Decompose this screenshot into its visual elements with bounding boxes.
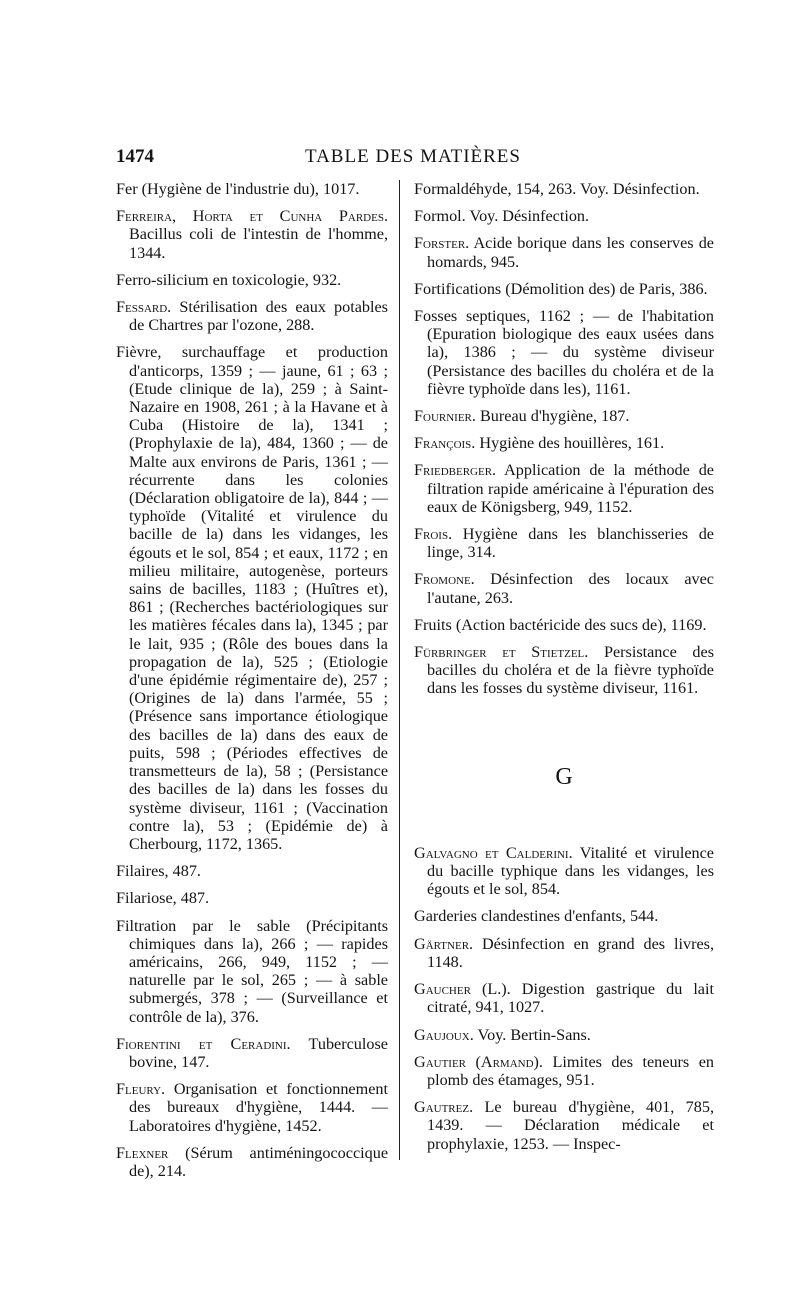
entry-author: Fleury.: [116, 1080, 166, 1099]
entry-author: Fromone.: [414, 570, 475, 589]
g-entries: [414, 844, 714, 1153]
index-entry: [414, 234, 714, 270]
index-entry: [414, 570, 714, 606]
entry-author: Gautrez.: [414, 1098, 474, 1117]
index-entry: [116, 1144, 388, 1180]
entry-text: Filaires, 487.: [116, 862, 201, 881]
index-entry: [116, 1035, 388, 1071]
entry-text: Voy. Bertin-Sans.: [473, 1025, 591, 1044]
index-entry: [414, 844, 714, 899]
entry-author: Flexner: [116, 1143, 169, 1162]
index-entry: [414, 307, 714, 398]
right-column: [414, 180, 714, 1162]
entry-text: Hygiène dans les blanchisseries de linge, 314.: [427, 525, 714, 562]
entry-text: Fortifications (Démolition des) de Paris, 386.: [414, 279, 708, 298]
entry-text: Désinfection en grand des livres, 1148.: [427, 934, 714, 971]
index-entry: [414, 1053, 714, 1089]
entry-text: Application de la méthode de filtration rapide américaine à l'épuration des eaux de Königsberg, 949, 1152.: [427, 461, 714, 516]
entry-author: Gärtner.: [414, 934, 474, 953]
entry-text: Fièvre, surchauffage et production d'anticorps, 1359 ; — jaune, 61 ; 63 ; (Etude clinique de la), 259 ; à Saint-Nazaire en 1908, 261 ; à la Havane et à Cuba (Histoire de la), 1341 ; (Prophylaxie de la), 484, 1360 ; — de Malte aux environs de Paris, 1361 ; — récurrente dans les colonies (Déclaration obligatoire de la), 844 ; — typhoïde (Vitalité et virulence du bacille de la) dans les vidanges, les égouts et le sol, 854 ; et eaux, 1172 ; en milieu militaire, autogenèse, porteurs sains de bacilles, 1183 ; (Huîtres et), 861 ; (Recherches bactériologiques sur les matières fécales dans la), 1345 ; par le lait, 935 ; (Rôle des boues dans la propagation de la), 525 ; (Etiologie d'une épidémie régimentaire de), 257 ; (Origines de la) dans l'armée, 55 ; (Présence sans importance étiologique des bacilles de la) dans des eaux de puits, 598 ; (Périodes effectives de transmetteurs de la), 58 ; (Persistance des bacilles de la) dans les fosses du système diviseur, 1161 ; (Vaccination contre la), 53 ; (Epidémie de) à Cherbourg, 1172, 1365.: [116, 343, 388, 853]
index-entry: [414, 434, 714, 452]
index-entry: [414, 907, 714, 925]
entry-text: Formaldéhyde, 154, 263. Voy. Désinfection.: [414, 180, 700, 198]
entry-author: Frois.: [414, 525, 453, 544]
entry-text: Bureau d'hygiène, 187.: [475, 407, 630, 426]
entry-text: Fruits (Action bactéricide des sucs de), 1169.: [414, 615, 707, 634]
index-entry: [116, 862, 388, 880]
entry-author: Gautier (Armand).: [414, 1052, 543, 1071]
entry-text: Organisation et fonctionnement des bureaux d'hygiène, 1444. — Laboratoires d'hygiène, 1452.: [129, 1080, 388, 1135]
entry-author: François.: [414, 434, 476, 453]
index-entry: [414, 643, 714, 698]
index-entry: [414, 461, 714, 516]
entry-author: Gaujoux.: [414, 1025, 474, 1044]
section-letter: G: [555, 763, 573, 790]
entry-author: Ferreira, Horta et Cunha Pardes.: [116, 207, 388, 226]
left-column: [116, 180, 388, 1189]
index-entry: [414, 180, 714, 198]
index-entry: [414, 1098, 714, 1153]
index-entry: [414, 616, 714, 634]
entry-author: Gaucher (L.).: [414, 980, 511, 999]
entry-text: Fosses septiques, 1162 ; — de l'habitation (Epuration biologique des eaux usées dans la), 1386 ; — du système diviseur (Persistance des bacilles du choléra et de la fièvre typhoïde dans les), 1161.: [414, 307, 714, 398]
index-entry: [116, 1080, 388, 1135]
entry-author: Forster.: [414, 234, 470, 253]
entry-author: Fiorentini et Ceradini.: [116, 1034, 291, 1053]
entry-author: Galvagno et Calderini.: [414, 843, 573, 862]
index-entry: [414, 407, 714, 425]
f-entries: [414, 180, 714, 698]
entry-text: Filtration par le sable (Précipitants chimiques dans la), 266 ; — rapides américains, 266, 949, 1152 ; — naturelle par le sol, 265 ; — à sable submergés, 378 ; — (Surveillance et contrôle de la), 376.: [116, 916, 388, 1026]
entry-author: Fürbringer et Stietzel.: [414, 643, 589, 662]
entry-text: Persistance des bacilles du choléra et de la fièvre typhoïde dans les fosses du système diviseur, 1161.: [427, 643, 714, 698]
index-entry: [414, 1026, 714, 1044]
entry-text: Acide borique dans les conserves de homards, 945.: [427, 234, 714, 271]
entry-text: Stérilisation des eaux potables de Chartres par l'ozone, 288.: [129, 298, 388, 335]
entry-text: (Sérum antiméningococcique de), 214.: [129, 1143, 388, 1180]
entry-text: Garderies clandestines d'enfants, 544.: [414, 907, 659, 926]
entry-text: Formol. Voy. Désinfection.: [414, 207, 590, 226]
entry-text: Filariose, 487.: [116, 889, 210, 908]
index-entry: [116, 298, 388, 334]
entry-text: Désinfection des locaux avec l'autane, 263.: [427, 570, 714, 607]
entry-text: Bacillus coli de l'intestin de l'homme, 1344.: [129, 225, 388, 262]
index-entry: [116, 180, 388, 198]
index-entry: [116, 889, 388, 907]
index-entry: [414, 207, 714, 225]
entry-text: Ferro-silicium en toxicologie, 932.: [116, 270, 342, 289]
index-entry: [116, 917, 388, 1026]
entry-author: Fournier.: [414, 407, 476, 426]
index-entry: [116, 343, 388, 853]
running-head: TABLE DES MATIÈRES: [305, 146, 521, 167]
page-number: 1474: [116, 146, 154, 167]
entry-author: Friedberger.: [414, 461, 497, 480]
index-entry: [414, 525, 714, 561]
column-rule: [399, 180, 400, 1160]
index-entry: [414, 980, 714, 1016]
entry-text: Fer (Hygiène de l'industrie du), 1017.: [116, 180, 360, 198]
index-entry: [116, 207, 388, 262]
entry-text: Vitalité et virulence du bacille typhique dans les vidanges, les égouts et le sol, 854.: [427, 843, 714, 899]
entry-text: Hygiène des houillères, 161.: [475, 434, 665, 453]
entry-text: Le bureau d'hygiène, 401, 785, 1439. — Déclaration médicale et prophylaxie, 1253. — Inspec-: [427, 1098, 714, 1153]
index-entry: [116, 271, 388, 289]
entry-text: Digestion gastrique du lait citraté, 941, 1027.: [427, 980, 714, 1017]
entry-text: Limites des teneurs en plomb des étamages, 951.: [427, 1052, 715, 1089]
index-entry: [414, 280, 714, 298]
entry-author: Fessard.: [116, 298, 172, 317]
entry-text: Tuberculose bovine, 147.: [129, 1034, 388, 1071]
index-entry: [414, 935, 714, 971]
